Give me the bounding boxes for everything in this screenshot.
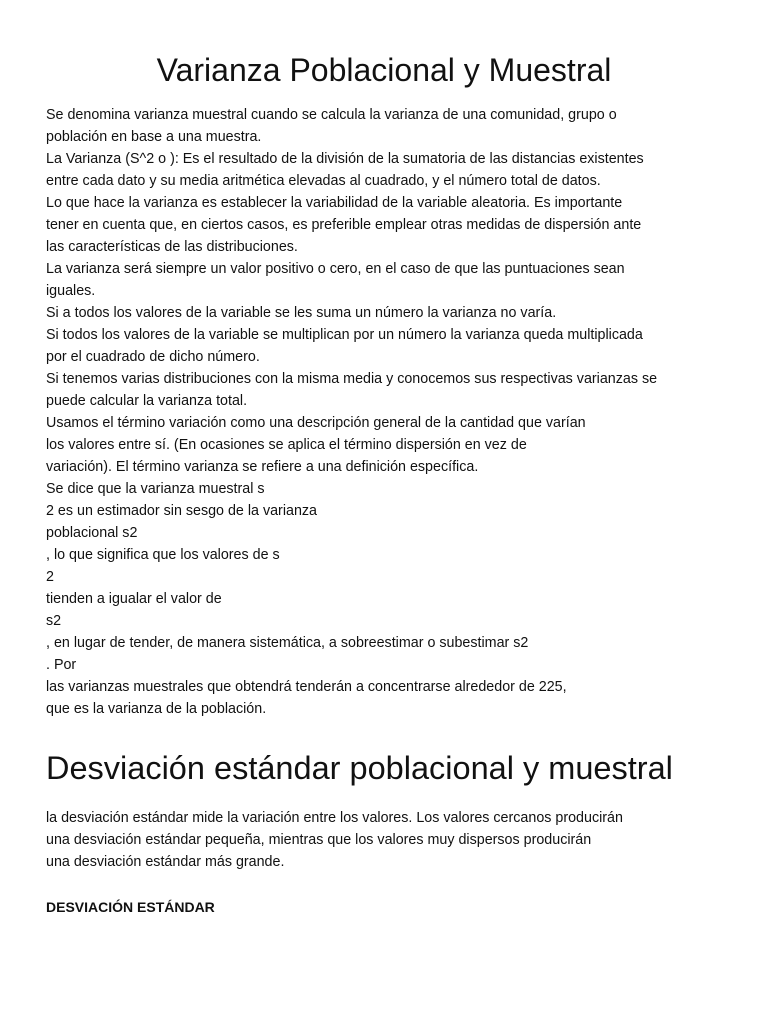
section-2-line-2: una desviación estándar pequeña, mientras que los valores muy dispersos producirán (46, 832, 592, 848)
section-1-line-19: 2 es un estimador sin sesgo de la varianza (46, 503, 317, 519)
section-1-line-6: tener en cuenta que, en ciertos casos, es preferible emplear otras medidas de dispersión ante (46, 217, 642, 233)
section-1-line-8: La varianza será siempre un valor positivo o cero, en el caso de que las puntuaciones sean (46, 261, 625, 277)
section-1-line-21: , lo que significa que los valores de s (46, 547, 280, 563)
section-1-line-28: que es la varianza de la población. (46, 701, 267, 717)
section-1-line-7: las características de las distribuciones. (46, 239, 298, 255)
section-1-line-5: Lo que hace la varianza es establecer la variabilidad de la variable aleatoria. Es importante (46, 195, 623, 211)
section-1-line-3: La Varianza (S^2 o ): Es el resultado de la división de la sumatoria de las distancias existentes (46, 151, 644, 167)
section-1-line-24: s2 (46, 613, 62, 629)
section-1-line-22: 2 (46, 569, 54, 585)
section-1-line-4: entre cada dato y su media aritmética elevadas al cuadrado, y el número total de datos. (46, 173, 601, 189)
section-1-line-13: Si tenemos varias distribuciones con la misma media y conocemos sus respectivas varianzas se (46, 371, 658, 387)
section-2-subheading: DESVIACIÓN ESTÁNDAR (46, 899, 215, 915)
section-2-title: Desviación estándar poblacional y muestral (46, 750, 673, 786)
section-1-line-18: Se dice que la varianza muestral s (46, 481, 265, 497)
section-1-title: Varianza Poblacional y Muestral (156, 52, 612, 88)
section-1-line-23: tienden a igualar el valor de (46, 591, 222, 607)
section-1-line-25: , en lugar de tender, de manera sistemática, a sobreestimar o subestimar s2 (46, 635, 529, 651)
section-1-line-20: poblacional s2 (46, 525, 138, 541)
section-1-line-14: puede calcular la varianza total. (46, 393, 248, 409)
section-2-body (46, 807, 736, 873)
section-1-line-1: Se denomina varianza muestral cuando se calcula la varianza de una comunidad, grupo o (46, 107, 617, 123)
section-1-line-2: población en base a una muestra. (46, 129, 262, 145)
section-1-body (46, 104, 736, 720)
section-1-line-9: iguales. (46, 283, 96, 299)
section-2-line-1: la desviación estándar mide la variación entre los valores. Los valores cercanos producirán (46, 810, 623, 826)
section-2-line-3: una desviación estándar más grande. (46, 854, 285, 870)
section-1-line-17: variación). El término varianza se refiere a una definición específica. (46, 459, 479, 475)
section-1-line-15: Usamos el término variación como una descripción general de la cantidad que varían (46, 415, 586, 431)
section-1-line-10: Si a todos los valores de la variable se les suma un número la varianza no varía. (46, 305, 557, 321)
section-1-line-26: . Por (46, 657, 77, 673)
section-1-line-27: las varianzas muestrales que obtendrá tenderán a concentrarse alrededor de 225, (46, 679, 567, 695)
section-1-line-12: por el cuadrado de dicho número. (46, 349, 260, 365)
section-1-line-11: Si todos los valores de la variable se multiplican por un número la varianza queda multiplicada (46, 327, 643, 343)
section-1-line-16: los valores entre sí. (En ocasiones se aplica el término dispersión en vez de (46, 437, 527, 453)
